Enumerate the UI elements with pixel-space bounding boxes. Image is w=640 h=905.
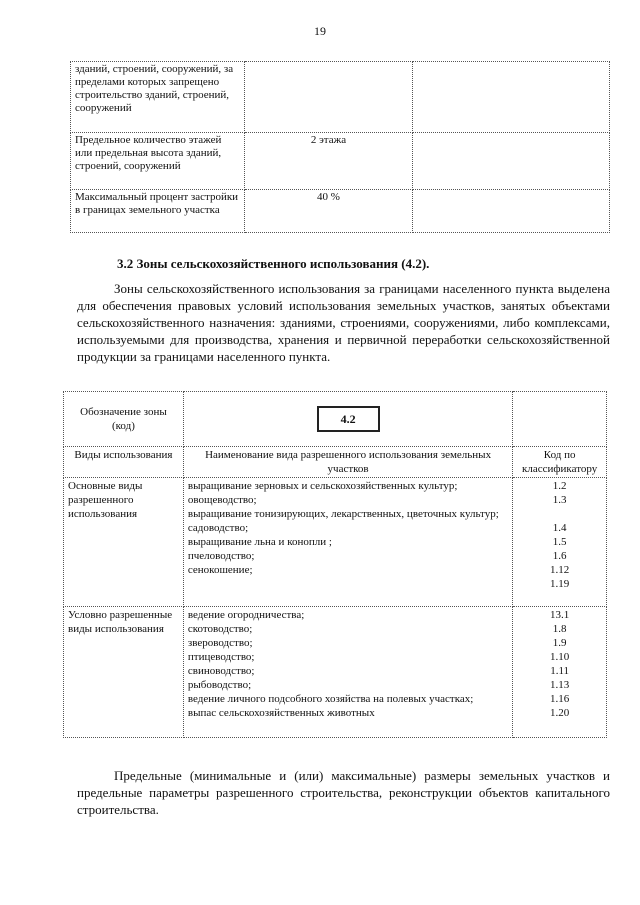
main-uses-list: [183, 478, 512, 607]
list-item: ведение огородничества;: [187, 609, 305, 621]
list-item: сенокошение;: [187, 564, 253, 576]
list-item: пчеловодство;: [187, 550, 255, 562]
list-item: садоводство;: [187, 522, 249, 534]
main-uses-row: [64, 478, 607, 607]
param-value: 2 этажа: [245, 133, 413, 190]
param-note: [412, 190, 609, 233]
col-header-types: Виды использования: [64, 447, 184, 478]
list-item: выращивание тонизирующих, лекарственных, цветочных культур;: [187, 508, 499, 520]
code-item: 1.2: [552, 480, 567, 492]
main-codes-list: [513, 478, 607, 607]
zone-header-row: [64, 392, 607, 447]
code-item: 1.13: [550, 679, 570, 691]
empty-cell: [513, 392, 607, 447]
zone-code: 4.2: [317, 406, 380, 432]
param-label: зданий, строений, сооружений, за пределами которых запрещено строительство зданий, строений, сооружений: [71, 62, 245, 133]
code-item: 1.5: [552, 536, 567, 548]
list-item: рыбоводство;: [187, 679, 252, 691]
code-item: 13.1: [550, 609, 570, 621]
conditional-uses-row: [64, 607, 607, 738]
table-row: [71, 190, 610, 233]
top-parameters-table: [70, 61, 610, 233]
zone-code-cell: [183, 392, 512, 447]
code-item: 1.3: [552, 494, 567, 506]
limits-paragraph: Предельные (минимальные и (или) максимальные) размеры земельных участков и предельные параметры разрешенного строительства, реконструкции объектов капитального строительства.: [77, 768, 610, 817]
conditional-codes-list: [513, 607, 607, 738]
section-heading: 3.2 Зоны сельскохозяйственного использования (4.2).: [117, 256, 430, 271]
param-note: [412, 62, 609, 133]
param-label: Предельное количество этажей или предельная высота зданий, строений, сооружений: [71, 133, 245, 190]
list-item: выращивание льна и конопли ;: [187, 536, 332, 548]
conditional-uses-list: [183, 607, 512, 738]
table-row: [71, 62, 610, 133]
list-item: скотоводство;: [187, 623, 253, 635]
column-header-row: [64, 447, 607, 478]
code-item: 1.9: [552, 637, 567, 649]
main-uses-label: Основные виды разрешенного использования: [64, 478, 184, 607]
zone-label: Обозначение зоны (код): [64, 392, 184, 447]
code-item: 1.19: [550, 578, 570, 590]
code-item: 1.4: [552, 522, 567, 534]
col-header-codes: Код по классификатору: [513, 447, 607, 478]
table-row: [71, 133, 610, 190]
param-value: 40 %: [245, 190, 413, 233]
list-item: звероводство;: [187, 637, 253, 649]
code-item: 1.12: [550, 564, 570, 576]
code-item: 1.20: [550, 707, 570, 719]
code-item: [517, 507, 602, 521]
list-item: свиноводство;: [187, 665, 255, 677]
code-item: 1.10: [550, 651, 570, 663]
conditional-uses-label: Условно разрешенные виды использования: [64, 607, 184, 738]
intro-paragraph: Зоны сельскохозяйственного использования за границами населенного пункта выделена для обеспечения правовых условий использования земельных участков, занятых объектами сельскохозяйственного назначения: зданиями, строениями, сооружениями, либо комплексами, используемыми для производства, хранения и первичной переработки сельскохозяйственной продукции за границами населенного пункта.: [77, 281, 610, 364]
code-item: 1.6: [552, 550, 567, 562]
code-item: 1.8: [552, 623, 567, 635]
zone-table: [63, 391, 607, 738]
list-item: птицеводство;: [187, 651, 255, 663]
list-item: выращивание зерновых и сельскохозяйственных культур;: [187, 480, 458, 492]
param-value: [245, 62, 413, 133]
param-label: Максимальный процент застройки в границах земельного участка: [71, 190, 245, 233]
list-item: овощеводство;: [187, 494, 257, 506]
page-number: 19: [314, 24, 326, 38]
code-item: 1.16: [550, 693, 570, 705]
param-note: [412, 133, 609, 190]
col-header-names: Наименование вида разрешенного использования земельных участков: [183, 447, 512, 478]
list-item: ведение личного подсобного хозяйства на полевых участках;: [187, 693, 474, 705]
list-item: выпас сельскохозяйственных животных: [187, 707, 375, 719]
code-item: 1.11: [550, 665, 570, 677]
